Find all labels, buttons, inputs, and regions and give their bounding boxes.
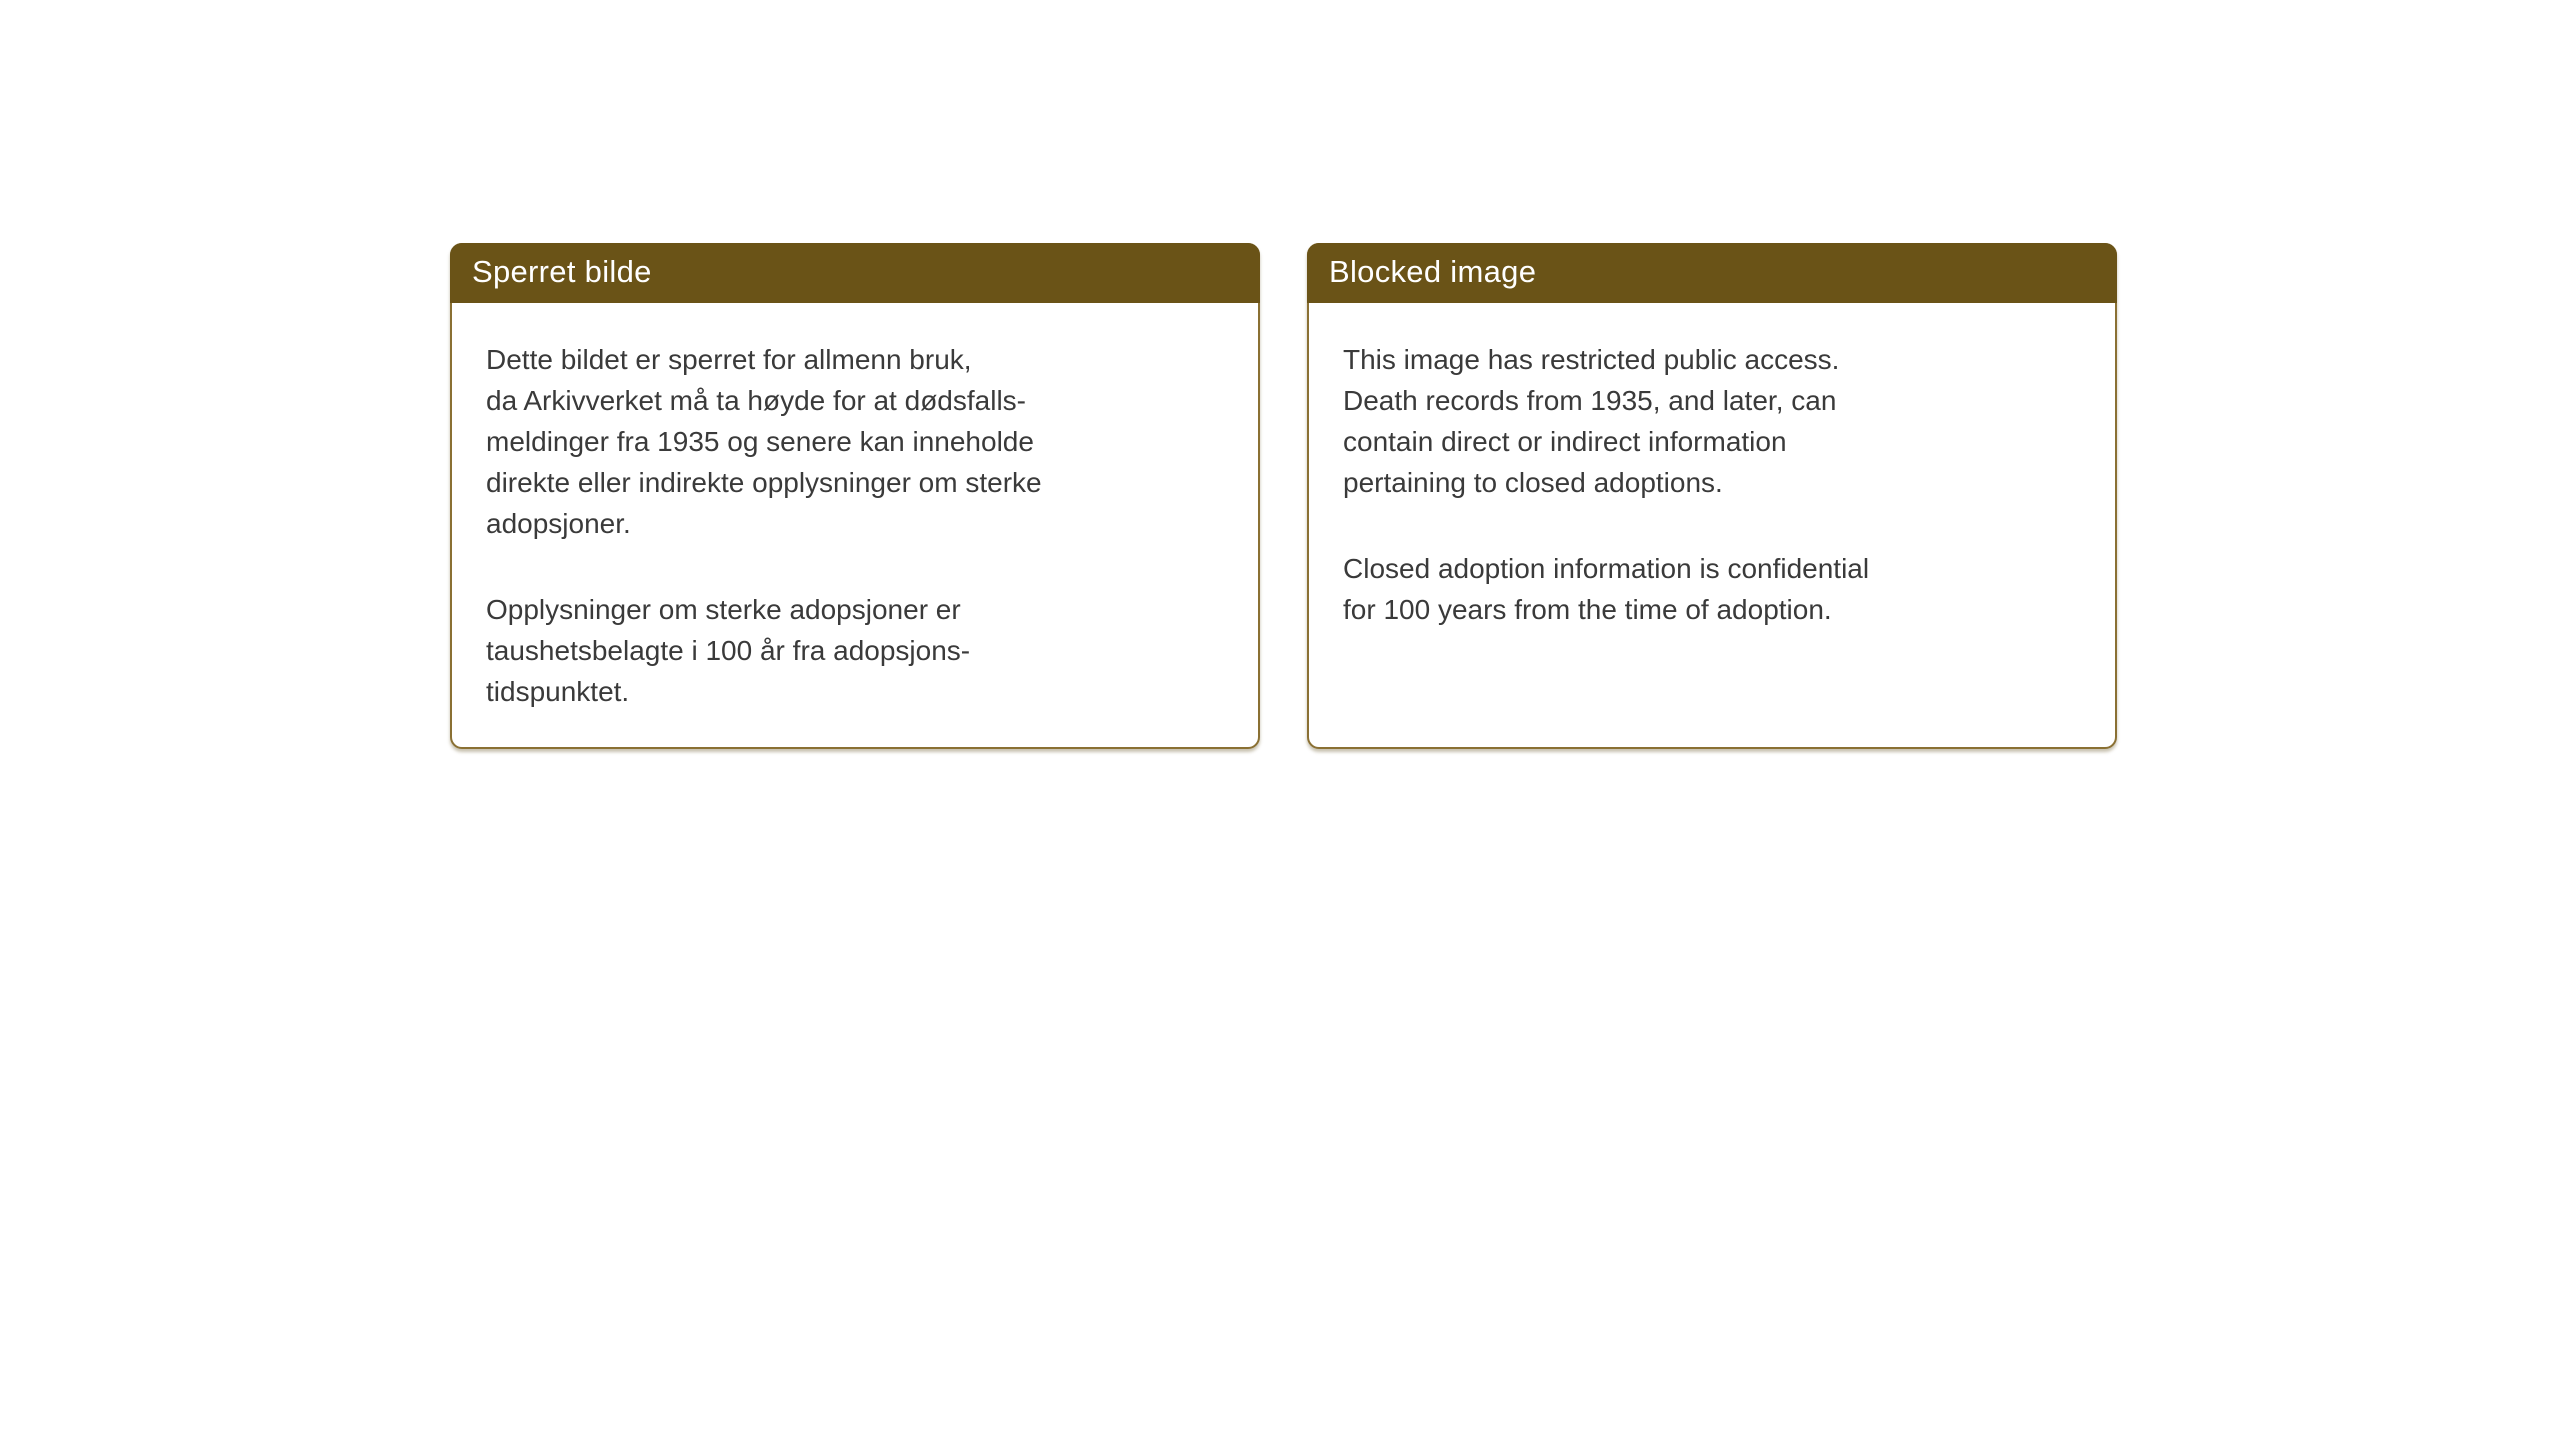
notice-body-english xyxy=(1309,303,2115,630)
notice-line: adopsjoner. xyxy=(486,508,631,539)
notice-title-norwegian: Sperret bilde xyxy=(472,254,652,289)
notice-line: Closed adoption information is confidential xyxy=(1343,553,1870,584)
notice-title-english: Blocked image xyxy=(1329,254,1537,289)
notice-line: This image has restricted public access. xyxy=(1343,344,1840,375)
notice-paragraph xyxy=(486,339,1228,544)
notice-header-english xyxy=(1307,243,2117,303)
notice-paragraph xyxy=(1343,339,2085,503)
notice-line: Dette bildet er sperret for allmenn bruk, xyxy=(486,344,972,375)
notice-line: for 100 years from the time of adoption. xyxy=(1343,594,1832,625)
notice-paragraph xyxy=(486,589,1228,712)
notice-paragraph xyxy=(1343,548,2085,630)
notice-line: Opplysninger om sterke adopsjoner er xyxy=(486,594,961,625)
notice-line: Death records from 1935, and later, can xyxy=(1343,385,1837,416)
notice-line: direkte eller indirekte opplysninger om sterke xyxy=(486,467,1042,498)
notice-line: meldinger fra 1935 og senere kan inneholde xyxy=(486,426,1034,457)
notice-card-norwegian xyxy=(450,243,1260,749)
notice-header-norwegian xyxy=(450,243,1260,303)
notice-line: taushetsbelagte i 100 år fra adopsjons- xyxy=(486,635,971,666)
notice-line: da Arkivverket må ta høyde for at dødsfalls- xyxy=(486,385,1026,416)
notice-line: contain direct or indirect information xyxy=(1343,426,1787,457)
notice-line: pertaining to closed adoptions. xyxy=(1343,467,1723,498)
notice-body-norwegian xyxy=(452,303,1258,712)
notice-line: tidspunktet. xyxy=(486,676,630,707)
notice-card-english xyxy=(1307,243,2117,749)
